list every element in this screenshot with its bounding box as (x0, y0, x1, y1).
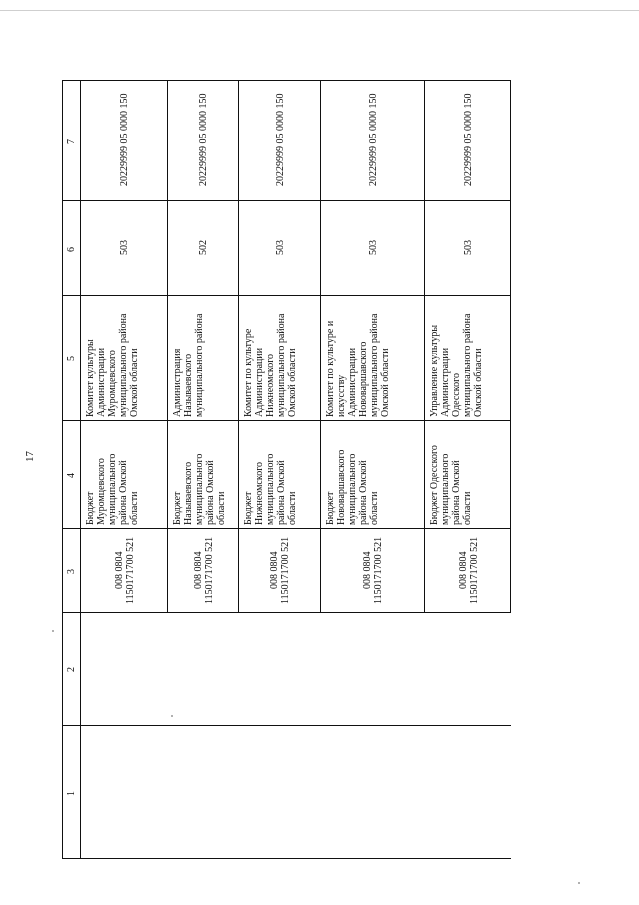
cell-budget-name: области (129, 491, 140, 525)
cell-classification-code: 1150171700 521 (203, 536, 215, 604)
header-separator (80, 80, 81, 858)
cell-budget-name: района Омской (276, 460, 287, 525)
cell-classification-code: 008 0804 (457, 551, 469, 589)
row-separator (424, 80, 425, 612)
table-border-left (62, 80, 63, 858)
cell-administrator: Называевского (183, 353, 194, 417)
cell-administrator: Администрации (347, 347, 358, 417)
cell-chapter-code: 503 (367, 240, 379, 255)
column-separator (62, 528, 511, 529)
cell-budget-name: района Омской (118, 460, 129, 525)
page-number: 17 (24, 451, 36, 462)
cell-administrator: Комитет по культуре (243, 328, 254, 417)
column-header-3: 3 (66, 569, 77, 574)
cell-chapter-code: 502 (198, 240, 209, 255)
scan-speck (578, 882, 580, 884)
cell-budget-name: муниципального (440, 453, 451, 525)
column-separator (62, 295, 511, 296)
cell-administrator: муниципального района (194, 313, 205, 417)
column-separator (62, 200, 511, 201)
cell-budget-name: Называевского (183, 461, 194, 525)
cell-budget-name: муниципального (194, 453, 205, 525)
cell-budget-name: Бюджет (85, 491, 96, 525)
cell-budget-name: области (369, 491, 380, 525)
cell-administrator: муниципального района (369, 313, 380, 417)
cell-budget-name: муниципального (347, 453, 358, 525)
cell-budget-code: 20229999 05 0000 150 (274, 93, 286, 187)
cell-budget-name: района Омской (451, 460, 462, 525)
cell-budget-name: Нововаршавского (336, 449, 347, 525)
cell-chapter-code: 503 (119, 240, 130, 255)
cell-administrator: муниципального района (118, 313, 129, 417)
cell-budget-name: области (462, 491, 473, 525)
cell-administrator: Управление культуры (429, 324, 440, 417)
cell-classification-code: 008 0804 (269, 551, 280, 589)
cell-budget-code: 20229999 05 0000 150 (367, 93, 379, 187)
column-separator (62, 420, 511, 421)
column-header-6: 6 (66, 247, 77, 252)
cell-administrator: Омской области (287, 348, 298, 417)
scan-speck (171, 715, 173, 717)
cell-chapter-code: 503 (463, 240, 474, 255)
cell-administrator: Администрации (254, 347, 265, 417)
cell-budget-name: Бюджет Одесского (429, 445, 440, 525)
cell-budget-code: 20229999 05 0000 150 (198, 93, 209, 187)
cell-classification-code: 1150171700 521 (373, 536, 384, 604)
cell-administrator: Нижнеомского (265, 353, 276, 417)
cell-administrator: искусству (336, 374, 347, 417)
cell-administrator: Комитет по культуре и (325, 320, 336, 417)
table-border-bottom (62, 858, 511, 859)
cell-administrator: Администрация (172, 348, 183, 417)
cell-administrator: Омской области (473, 348, 484, 417)
cell-budget-name: муниципального (107, 453, 118, 525)
cell-budget-name: области (216, 491, 227, 525)
row-separator (320, 80, 321, 612)
scan-speck (52, 630, 54, 632)
cell-budget-name: Муромцевского (96, 458, 107, 525)
row-separator (238, 80, 239, 612)
cell-budget-name: района Омской (358, 460, 369, 525)
column-separator (62, 725, 511, 726)
row-separator (167, 80, 168, 612)
cell-chapter-code: 503 (274, 240, 286, 255)
cell-administrator: Нововаршавского (358, 341, 369, 417)
cell-classification-code: 1150171700 521 (280, 536, 291, 604)
column-header-4: 4 (66, 473, 77, 478)
cell-administrator: Комитет культуры (85, 339, 96, 417)
cell-budget-name: Бюджет (243, 491, 254, 525)
cell-budget-name: Нижнеомского (254, 461, 265, 525)
cell-budget-name: Бюджет (172, 491, 183, 525)
scan-top-edge (0, 0, 639, 11)
column-separator (62, 612, 511, 613)
cell-classification-code: 1150171700 521 (124, 536, 136, 604)
cell-classification-code: 1150171700 521 (468, 536, 480, 604)
cell-administrator: муниципального района (276, 313, 287, 417)
cell-administrator: Омской области (380, 348, 391, 417)
cell-administrator: муниципального района (462, 313, 473, 417)
cell-classification-code: 008 0804 (362, 551, 373, 589)
column-header-2: 2 (66, 667, 77, 672)
cell-administrator: Администрации (440, 347, 451, 417)
cell-classification-code: 008 0804 (113, 551, 125, 589)
cell-budget-name: области (287, 491, 298, 525)
cell-administrator: Омской области (129, 348, 140, 417)
cell-budget-code: 20229999 05 0000 150 (463, 93, 474, 187)
cell-administrator: Одесского (451, 373, 462, 417)
column-header-1: 1 (66, 791, 77, 796)
table-border-right-partial (510, 80, 511, 612)
cell-budget-name: муниципального (265, 453, 276, 525)
cell-budget-name: района Омской (205, 460, 216, 525)
table-border-top (62, 80, 511, 81)
column-header-5: 5 (66, 356, 77, 361)
cell-classification-code: 008 0804 (192, 551, 204, 589)
cell-budget-code: 20229999 05 0000 150 (119, 93, 130, 187)
cell-administrator: Администрации (96, 347, 107, 417)
column-header-7: 7 (66, 139, 77, 144)
cell-budget-name: Бюджет (325, 491, 336, 525)
cell-administrator: Муромцевского (107, 350, 118, 417)
